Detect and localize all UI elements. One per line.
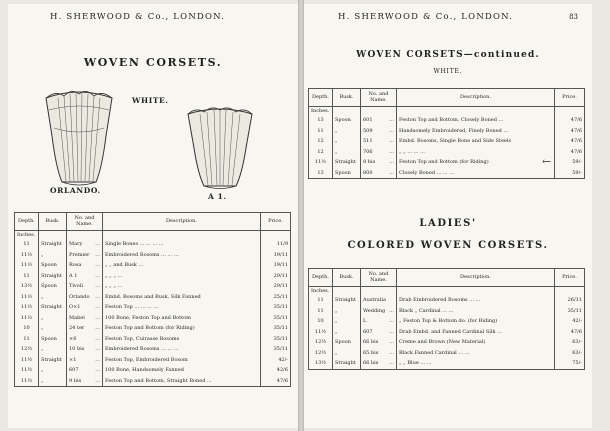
cell-busk: Spoon (333, 115, 361, 126)
cell-name: 509 (363, 127, 373, 134)
cell-busk: Straight (333, 295, 361, 306)
corset-illustration-a1 (180, 102, 260, 190)
label-a1: A 1. (208, 192, 227, 201)
cell-price: 47/6 (555, 115, 585, 126)
cell-description: Embroidered Bosoms ... ... ... (103, 344, 261, 355)
cell-price: 63/- (555, 348, 585, 359)
table-row (309, 358, 585, 369)
cell-description: Feston Top ... ... ... ... (103, 302, 261, 313)
section-title: WOVEN CORSETS—continued. (356, 50, 540, 60)
cell-description: „ „ „ ... (103, 281, 261, 292)
col-name: No. and Name. (67, 213, 103, 231)
cell-price: 59/- (555, 168, 585, 179)
table-row (15, 334, 291, 345)
cell-depth: 11 (309, 306, 333, 317)
leader-dots: ... (389, 360, 394, 367)
cell-name: Mabel (69, 314, 85, 321)
col-depth: Depth. (309, 89, 333, 107)
cell-description: „ „ and Busk ... (103, 260, 261, 271)
cell-name: Orlando (69, 293, 90, 300)
leader-dots: ... (95, 356, 100, 363)
cell-name: 607 (363, 328, 373, 335)
cell-name: Australia (363, 297, 386, 304)
cell-busk: Straight (333, 157, 361, 168)
cell-description: Feston Top and Bottom, Closely Boned ... (397, 115, 555, 126)
cell-description: Embroidered Bosoms ... ... ... (103, 250, 261, 261)
cell-description: Handsomely Embroidered, Finely Boned ... (397, 126, 555, 137)
col-price: Price. (555, 89, 585, 107)
leader-dots: ... (389, 159, 394, 166)
label-white: WHITE. (132, 96, 169, 105)
cell-description: Embd. Bosoms, Single Bone and Side Steels (397, 136, 555, 147)
cell-name: Mary (69, 241, 83, 248)
running-header: H. SHERWOOD & Co., LONDON. (338, 12, 514, 22)
table-row (15, 302, 291, 313)
unit-label: Inches. (15, 231, 39, 240)
cell-busk: Straight (333, 358, 361, 369)
cell-depth: 13 (309, 168, 333, 179)
cell-name: 66 bis (363, 360, 379, 367)
cell-busk: Straight (39, 302, 67, 313)
leader-dots: ... (95, 335, 100, 342)
table-row (15, 376, 291, 387)
cell-busk: Spoon (333, 168, 361, 179)
cell-busk: „ (333, 126, 361, 137)
cell-depth: 12 (309, 147, 333, 158)
col-busk: Busk. (39, 213, 67, 231)
page-title: WOVEN CORSETS. (83, 56, 223, 69)
cell-name: 800 (363, 169, 373, 176)
cell-description: Black Fanned Cardinal ... ... (397, 348, 555, 359)
section-subtitle: WHITE. (433, 68, 463, 75)
cell-depth: 11 (309, 295, 333, 306)
cell-depth: 11½ (309, 157, 333, 168)
cell-busk: „ (39, 365, 67, 376)
cell-description: Feston Top, Cuirasse Bosoms (103, 334, 261, 345)
cell-busk: „ (39, 344, 67, 355)
cell-price: 47/6 (555, 327, 585, 338)
table-row (15, 292, 291, 303)
cell-description: Embd. Bosoms and Busk, Silk Fanned (103, 292, 261, 303)
unit-row (309, 287, 585, 296)
col-busk: Busk. (333, 269, 361, 287)
cell-description: „ Feston Top & Bottom do. (for Riding) (397, 316, 555, 327)
cell-description: Single Bones ... ... ... ... (103, 239, 261, 250)
leader-dots: ... (95, 325, 100, 332)
table-row (15, 260, 291, 271)
leader-dots: ... (95, 346, 100, 353)
table-row (309, 295, 585, 306)
cell-depth: 11½ (15, 260, 39, 271)
page-number: 83 (569, 13, 578, 21)
cell-description: 100 Bone, Feston Top and Bottom (103, 313, 261, 324)
table-row (15, 365, 291, 376)
table-row (309, 306, 585, 317)
cell-depth: 11½ (15, 376, 39, 387)
col-busk: Busk. (333, 89, 361, 107)
left-page (8, 4, 298, 428)
cell-price: 19/11 (261, 260, 291, 271)
cell-busk: „ (333, 316, 361, 327)
leader-dots: ... (389, 138, 394, 145)
corset-illustration-white (36, 84, 122, 188)
table-row (309, 126, 585, 137)
leader-dots: ... (95, 283, 100, 290)
cell-busk: „ (39, 376, 67, 387)
cell-name: A 1 (69, 272, 78, 279)
leader-dots: ... (389, 169, 394, 176)
right-colored-price-table (308, 268, 585, 370)
col-depth: Depth. (309, 269, 333, 287)
cell-depth: 10 (309, 316, 333, 327)
table-row (309, 168, 585, 179)
cell-name: Premier (69, 251, 90, 258)
cell-busk: „ (333, 348, 361, 359)
cell-price: 47/6 (555, 136, 585, 147)
unit-label: Inches. (309, 107, 333, 116)
cell-name: ×6 (69, 335, 77, 342)
table-row (15, 239, 291, 250)
cell-name: 8 bis (363, 159, 376, 166)
cell-price: 35/11 (555, 306, 585, 317)
table-row (15, 271, 291, 282)
cell-name: 607 (69, 367, 79, 374)
leader-dots: ... (95, 251, 100, 258)
leader-dots: ... (95, 272, 100, 279)
cell-name: L (363, 318, 367, 325)
cell-busk: Spoon (39, 334, 67, 345)
cell-description: Feston Top and Bottom (for Riding) (103, 323, 261, 334)
cell-busk: „ (39, 323, 67, 334)
table-row (15, 281, 291, 292)
cell-price: 35/11 (261, 302, 291, 313)
cell-description: Closely Boned ... ... ... (397, 168, 555, 179)
running-header: H. SHERWOOD & Co., LONDON. (50, 12, 226, 22)
cell-depth: 11 (15, 271, 39, 282)
cell-price: 35/11 (261, 344, 291, 355)
table-row (15, 313, 291, 324)
table-row (309, 316, 585, 327)
cell-price: 42/6 (261, 365, 291, 376)
leader-dots: ... (389, 117, 394, 124)
cell-busk: „ (39, 313, 67, 324)
cell-price: 42/- (261, 355, 291, 366)
cell-description: 100 Bone, Handsomely Fanned (103, 365, 261, 376)
cell-description: „ „ „ ... (103, 271, 261, 282)
col-name: No. and Name. (361, 89, 397, 107)
cell-busk: Spoon (39, 260, 67, 271)
table-row (15, 355, 291, 366)
leader-dots: ... (389, 328, 394, 335)
leader-dots: ... (95, 262, 100, 269)
pencil-arrow-mark: ← (542, 155, 552, 168)
unit-row (309, 107, 585, 116)
cell-busk: „ (333, 306, 361, 317)
col-price: Price. (555, 269, 585, 287)
cell-price: 47/6 (555, 147, 585, 158)
cell-depth: 11 (309, 126, 333, 137)
cell-busk: „ (333, 136, 361, 147)
cell-name: 66 bis (363, 339, 379, 346)
cell-description: Feston Top, Embroidered Bosom (103, 355, 261, 366)
table-row (15, 250, 291, 261)
table-header-row (309, 89, 585, 107)
cell-busk: „ (39, 292, 67, 303)
cell-price: 59/- (555, 157, 585, 168)
col-depth: Depth. (15, 213, 39, 231)
leader-dots: ... (95, 367, 100, 374)
leader-dots: ... (389, 127, 394, 134)
cell-depth: 12 (309, 136, 333, 147)
table-row (309, 348, 585, 359)
cell-name: 9 bis (69, 377, 82, 384)
label-orlando: ORLANDO. (50, 186, 101, 195)
leader-dots: ... (389, 349, 394, 356)
table-row (309, 337, 585, 348)
cell-price: 19/11 (261, 250, 291, 261)
right-page (304, 4, 592, 428)
cell-price: 47/6 (555, 126, 585, 137)
table-row (309, 327, 585, 338)
cell-price: 29/11 (261, 281, 291, 292)
leader-dots: ... (389, 318, 394, 325)
cell-name: 10 bis (69, 346, 85, 353)
left-price-table (14, 212, 291, 387)
cell-description: „ „ ... ... ... (397, 147, 555, 158)
cell-price: 42/- (555, 316, 585, 327)
col-name: No. and Name. (361, 269, 397, 287)
leader-dots: ... (95, 293, 100, 300)
cell-name: O×1 (69, 304, 81, 311)
cell-depth: 11½ (15, 355, 39, 366)
cell-depth: 11½ (15, 313, 39, 324)
cell-price: 75/- (555, 358, 585, 369)
cell-description: Drab Embd. and Fanned Cardinal Silk ... (397, 327, 555, 338)
unit-row (15, 231, 291, 240)
section-title-2-line2: COLORED WOVEN CORSETS. (347, 240, 549, 251)
cell-busk: Straight (39, 271, 67, 282)
cell-price: 35/11 (261, 323, 291, 334)
cell-depth: 11½ (15, 302, 39, 313)
cell-depth: 13 (309, 115, 333, 126)
section-title-2-line1: LADIES' (419, 218, 477, 229)
cell-description: „ „ Blue ... ... (397, 358, 555, 369)
cell-depth: 11 (15, 239, 39, 250)
cell-description: Feston Top and Bottom (for Riding) (397, 157, 555, 168)
cell-busk: „ (39, 250, 67, 261)
cell-description: Drab Embroidered Bosoms ... ... (397, 295, 555, 306)
cell-depth: 12½ (309, 337, 333, 348)
cell-busk: Straight (39, 239, 67, 250)
table-row (15, 344, 291, 355)
cell-price: 26/11 (555, 295, 585, 306)
cell-description: Feston Top and Bottom, Straight Boned ... (103, 376, 261, 387)
cell-busk: „ (333, 327, 361, 338)
cell-name: Rosa (69, 262, 82, 269)
leader-dots: ... (389, 148, 394, 155)
col-price: Price. (261, 213, 291, 231)
unit-label: Inches. (309, 287, 333, 296)
cell-busk: Spoon (333, 337, 361, 348)
cell-price: 25/11 (261, 292, 291, 303)
cell-name: 706 (363, 148, 373, 155)
cell-price: 29/11 (261, 271, 291, 282)
cell-name: ×1 (69, 356, 77, 363)
cell-busk: „ (333, 147, 361, 158)
cell-price: 35/11 (261, 334, 291, 345)
cell-depth: 11½ (15, 250, 39, 261)
cell-name: 511 (363, 138, 373, 145)
table-header-row (15, 213, 291, 231)
cell-depth: 13½ (309, 358, 333, 369)
col-description: Description. (397, 269, 555, 287)
cell-depth: 10 (15, 323, 39, 334)
cell-depth: 12½ (15, 344, 39, 355)
col-description: Description. (103, 213, 261, 231)
cell-depth: 13½ (15, 281, 39, 292)
table-header-row (309, 269, 585, 287)
cell-depth: 11½ (15, 365, 39, 376)
col-description: Description. (397, 89, 555, 107)
cell-description: Creme and Brown (New Material) (397, 337, 555, 348)
cell-busk: Spoon (39, 281, 67, 292)
cell-description: Black „ Cardinal ... ... (397, 306, 555, 317)
cell-name: Wedding (363, 307, 386, 314)
leader-dots: ... (95, 241, 100, 248)
table-row (309, 136, 585, 147)
cell-price: 63/- (555, 337, 585, 348)
cell-busk: Straight (39, 355, 67, 366)
cell-name: 601 (363, 117, 373, 124)
leader-dots: ... (95, 304, 100, 311)
cell-price: 11/9 (261, 239, 291, 250)
leader-dots: ... (389, 339, 394, 346)
cell-depth: 11 (15, 334, 39, 345)
table-row (15, 323, 291, 334)
cell-depth: 11½ (309, 327, 333, 338)
cell-name: 65 bis (363, 349, 379, 356)
cell-name: Tivoli (69, 283, 83, 290)
leader-dots: ... (95, 314, 100, 321)
cell-depth: 12½ (309, 348, 333, 359)
cell-name: 24 ter (69, 325, 85, 332)
leader-dots: ... (389, 307, 394, 314)
cell-price: 47/6 (261, 376, 291, 387)
cell-depth: 11½ (15, 292, 39, 303)
cell-price: 35/11 (261, 313, 291, 324)
leader-dots: ... (95, 377, 100, 384)
table-row (309, 115, 585, 126)
